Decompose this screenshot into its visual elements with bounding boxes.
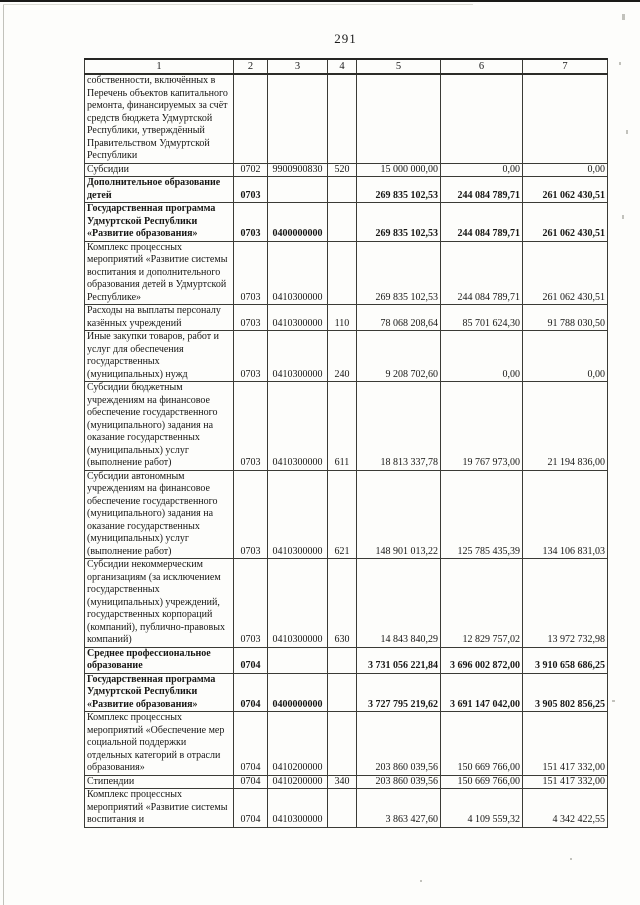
row-label-cell: Стипендии bbox=[85, 775, 234, 789]
row-label-cell: Субсидии некоммерческим организациям (за исключением государственных (муниципальных) учреждений, государственных корпораций (компаний), публично-правовых компаний) bbox=[85, 559, 234, 648]
table-row bbox=[85, 789, 608, 828]
amount-year1-cell: 3 863 427,60 bbox=[357, 789, 441, 828]
expense-type-code-cell bbox=[328, 177, 357, 203]
target-item-code-cell: 0410300000 bbox=[268, 382, 328, 471]
amount-year2-cell: 4 109 559,32 bbox=[441, 789, 523, 828]
expense-type-code-cell: 520 bbox=[328, 163, 357, 177]
amount-year3-cell: 0,00 bbox=[523, 331, 608, 382]
target-item-code-cell: 0410300000 bbox=[268, 305, 328, 331]
table-row bbox=[85, 712, 608, 776]
amount-year3-cell: 261 062 430,51 bbox=[523, 241, 608, 305]
scan-noise-speck bbox=[612, 700, 615, 702]
amount-year1-cell: 269 835 102,53 bbox=[357, 177, 441, 203]
target-item-code-cell: 0410200000 bbox=[268, 775, 328, 789]
table-row bbox=[85, 470, 608, 559]
column-header: 6 bbox=[441, 59, 523, 74]
column-header: 7 bbox=[523, 59, 608, 74]
section-code-cell: 0704 bbox=[234, 647, 268, 673]
amount-year2-cell: 0,00 bbox=[441, 331, 523, 382]
table-body bbox=[85, 74, 608, 827]
expense-type-code-cell: 340 bbox=[328, 775, 357, 789]
expense-type-code-cell bbox=[328, 241, 357, 305]
amount-year1-cell: 78 068 208,64 bbox=[357, 305, 441, 331]
amount-year2-cell: 244 084 789,71 bbox=[441, 177, 523, 203]
table-row bbox=[85, 74, 608, 163]
amount-year3-cell: 261 062 430,51 bbox=[523, 203, 608, 242]
table-row bbox=[85, 382, 608, 471]
section-code-cell: 0704 bbox=[234, 789, 268, 828]
scan-noise-speck bbox=[619, 62, 621, 65]
section-code-cell: 0704 bbox=[234, 775, 268, 789]
expense-type-code-cell: 630 bbox=[328, 559, 357, 648]
amount-year2-cell: 85 701 624,30 bbox=[441, 305, 523, 331]
column-header: 2 bbox=[234, 59, 268, 74]
table-row bbox=[85, 331, 608, 382]
scan-noise-speck bbox=[420, 880, 422, 882]
amount-year1-cell: 9 208 702,60 bbox=[357, 331, 441, 382]
amount-year3-cell: 4 342 422,55 bbox=[523, 789, 608, 828]
amount-year2-cell: 3 691 147 042,00 bbox=[441, 673, 523, 712]
scan-top-edge-line bbox=[0, 0, 640, 2]
section-code-cell: 0702 bbox=[234, 163, 268, 177]
scan-noise-speck bbox=[570, 858, 572, 860]
table-row bbox=[85, 163, 608, 177]
table-row bbox=[85, 559, 608, 648]
amount-year2-cell bbox=[441, 74, 523, 163]
target-item-code-cell: 0400000000 bbox=[268, 673, 328, 712]
amount-year3-cell: 0,00 bbox=[523, 163, 608, 177]
target-item-code-cell: 0410300000 bbox=[268, 559, 328, 648]
target-item-code-cell: 0410300000 bbox=[268, 331, 328, 382]
amount-year1-cell: 203 860 039,56 bbox=[357, 775, 441, 789]
row-label-cell: Субсидии бюджетным учреждениям на финансовое обеспечение государственного (муниципального) задания на оказание государственных (муниципальных) услуг (выполнение работ) bbox=[85, 382, 234, 471]
amount-year2-cell: 3 696 002 872,00 bbox=[441, 647, 523, 673]
amount-year1-cell: 269 835 102,53 bbox=[357, 241, 441, 305]
row-label-cell: Расходы на выплаты персоналу казённых учреждений bbox=[85, 305, 234, 331]
expense-type-code-cell bbox=[328, 673, 357, 712]
scan-top-page-edge bbox=[3, 4, 473, 5]
amount-year3-cell: 91 788 030,50 bbox=[523, 305, 608, 331]
target-item-code-cell: 9900900830 bbox=[268, 163, 328, 177]
column-header: 1 bbox=[85, 59, 234, 74]
row-label-cell: Комплекс процессных мероприятий «Обеспечение мер социальной поддержки отдельных категорий в отрасли образования» bbox=[85, 712, 234, 776]
row-label-cell: Государственная программа Удмуртской Республики «Развитие образования» bbox=[85, 673, 234, 712]
row-label-cell: Государственная программа Удмуртской Республики «Развитие образования» bbox=[85, 203, 234, 242]
amount-year1-cell: 3 731 056 221,84 bbox=[357, 647, 441, 673]
scan-noise-speck bbox=[622, 215, 624, 219]
table-row bbox=[85, 305, 608, 331]
target-item-code-cell: 0410200000 bbox=[268, 712, 328, 776]
section-code-cell: 0703 bbox=[234, 470, 268, 559]
expense-type-code-cell bbox=[328, 789, 357, 828]
amount-year1-cell: 15 000 000,00 bbox=[357, 163, 441, 177]
amount-year1-cell: 18 813 337,78 bbox=[357, 382, 441, 471]
table-header bbox=[85, 59, 608, 74]
amount-year2-cell: 244 084 789,71 bbox=[441, 241, 523, 305]
section-code-cell: 0703 bbox=[234, 559, 268, 648]
amount-year3-cell: 21 194 836,00 bbox=[523, 382, 608, 471]
section-code-cell: 0703 bbox=[234, 177, 268, 203]
expense-type-code-cell bbox=[328, 74, 357, 163]
amount-year2-cell: 150 669 766,00 bbox=[441, 712, 523, 776]
row-label-cell: Субсидии автономным учреждениям на финансовое обеспечение государственного (муниципального) задания на оказание государственных (муниципальных) услуг (выполнение работ) bbox=[85, 470, 234, 559]
amount-year1-cell: 269 835 102,53 bbox=[357, 203, 441, 242]
amount-year1-cell bbox=[357, 74, 441, 163]
expense-type-code-cell bbox=[328, 647, 357, 673]
amount-year3-cell bbox=[523, 74, 608, 163]
table-row bbox=[85, 647, 608, 673]
table-row bbox=[85, 241, 608, 305]
expense-type-code-cell: 611 bbox=[328, 382, 357, 471]
row-label-cell: Комплекс процессных мероприятий «Развитие системы воспитания и bbox=[85, 789, 234, 828]
target-item-code-cell: 0400000000 bbox=[268, 203, 328, 242]
target-item-code-cell: 0410300000 bbox=[268, 470, 328, 559]
expense-type-code-cell: 621 bbox=[328, 470, 357, 559]
expense-type-code-cell: 240 bbox=[328, 331, 357, 382]
amount-year3-cell: 151 417 332,00 bbox=[523, 775, 608, 789]
amount-year3-cell: 3 905 802 856,25 bbox=[523, 673, 608, 712]
amount-year2-cell: 244 084 789,71 bbox=[441, 203, 523, 242]
column-header: 3 bbox=[268, 59, 328, 74]
section-code-cell: 0703 bbox=[234, 382, 268, 471]
amount-year2-cell: 125 785 435,39 bbox=[441, 470, 523, 559]
section-code-cell bbox=[234, 74, 268, 163]
row-label-cell: Субсидии bbox=[85, 163, 234, 177]
scan-noise-speck bbox=[622, 14, 625, 20]
amount-year2-cell: 150 669 766,00 bbox=[441, 775, 523, 789]
row-label-cell: собственности, включённых в Перечень объектов капитального ремонта, финансируемых за счёт средств бюджета Удмуртской Республики, утверждённый Правительством Удмуртской Республики bbox=[85, 74, 234, 163]
amount-year1-cell: 14 843 840,29 bbox=[357, 559, 441, 648]
row-label-cell: Комплекс процессных мероприятий «Развитие системы воспитания и дополнительного образования детей в Удмуртской Республике» bbox=[85, 241, 234, 305]
scan-left-edge-line bbox=[3, 4, 4, 905]
section-code-cell: 0703 bbox=[234, 331, 268, 382]
table-row bbox=[85, 177, 608, 203]
row-label-cell: Иные закупки товаров, работ и услуг для обеспечения государственных (муниципальных) нужд bbox=[85, 331, 234, 382]
amount-year1-cell: 148 901 013,22 bbox=[357, 470, 441, 559]
amount-year3-cell: 13 972 732,98 bbox=[523, 559, 608, 648]
scan-noise-speck bbox=[626, 130, 628, 134]
section-code-cell: 0703 bbox=[234, 203, 268, 242]
page-number: 291 bbox=[334, 31, 357, 46]
budget-expenditure-table bbox=[84, 58, 608, 828]
column-header: 4 bbox=[328, 59, 357, 74]
row-label-cell: Дополнительное образование детей bbox=[85, 177, 234, 203]
table-row bbox=[85, 203, 608, 242]
table-row bbox=[85, 775, 608, 789]
column-header: 5 bbox=[357, 59, 441, 74]
section-code-cell: 0704 bbox=[234, 712, 268, 776]
target-item-code-cell bbox=[268, 647, 328, 673]
section-code-cell: 0703 bbox=[234, 241, 268, 305]
expense-type-code-cell bbox=[328, 203, 357, 242]
target-item-code-cell: 0410300000 bbox=[268, 789, 328, 828]
target-item-code-cell bbox=[268, 74, 328, 163]
target-item-code-cell: 0410300000 bbox=[268, 241, 328, 305]
expense-type-code-cell: 110 bbox=[328, 305, 357, 331]
amount-year2-cell: 19 767 973,00 bbox=[441, 382, 523, 471]
section-code-cell: 0703 bbox=[234, 305, 268, 331]
table-row bbox=[85, 673, 608, 712]
column-number-row bbox=[85, 59, 608, 74]
amount-year1-cell: 3 727 795 219,62 bbox=[357, 673, 441, 712]
amount-year3-cell: 151 417 332,00 bbox=[523, 712, 608, 776]
expense-type-code-cell bbox=[328, 712, 357, 776]
amount-year2-cell: 0,00 bbox=[441, 163, 523, 177]
amount-year3-cell: 261 062 430,51 bbox=[523, 177, 608, 203]
amount-year1-cell: 203 860 039,56 bbox=[357, 712, 441, 776]
amount-year2-cell: 12 829 757,02 bbox=[441, 559, 523, 648]
section-code-cell: 0704 bbox=[234, 673, 268, 712]
target-item-code-cell bbox=[268, 177, 328, 203]
amount-year3-cell: 134 106 831,03 bbox=[523, 470, 608, 559]
amount-year3-cell: 3 910 658 686,25 bbox=[523, 647, 608, 673]
row-label-cell: Среднее профессиональное образование bbox=[85, 647, 234, 673]
